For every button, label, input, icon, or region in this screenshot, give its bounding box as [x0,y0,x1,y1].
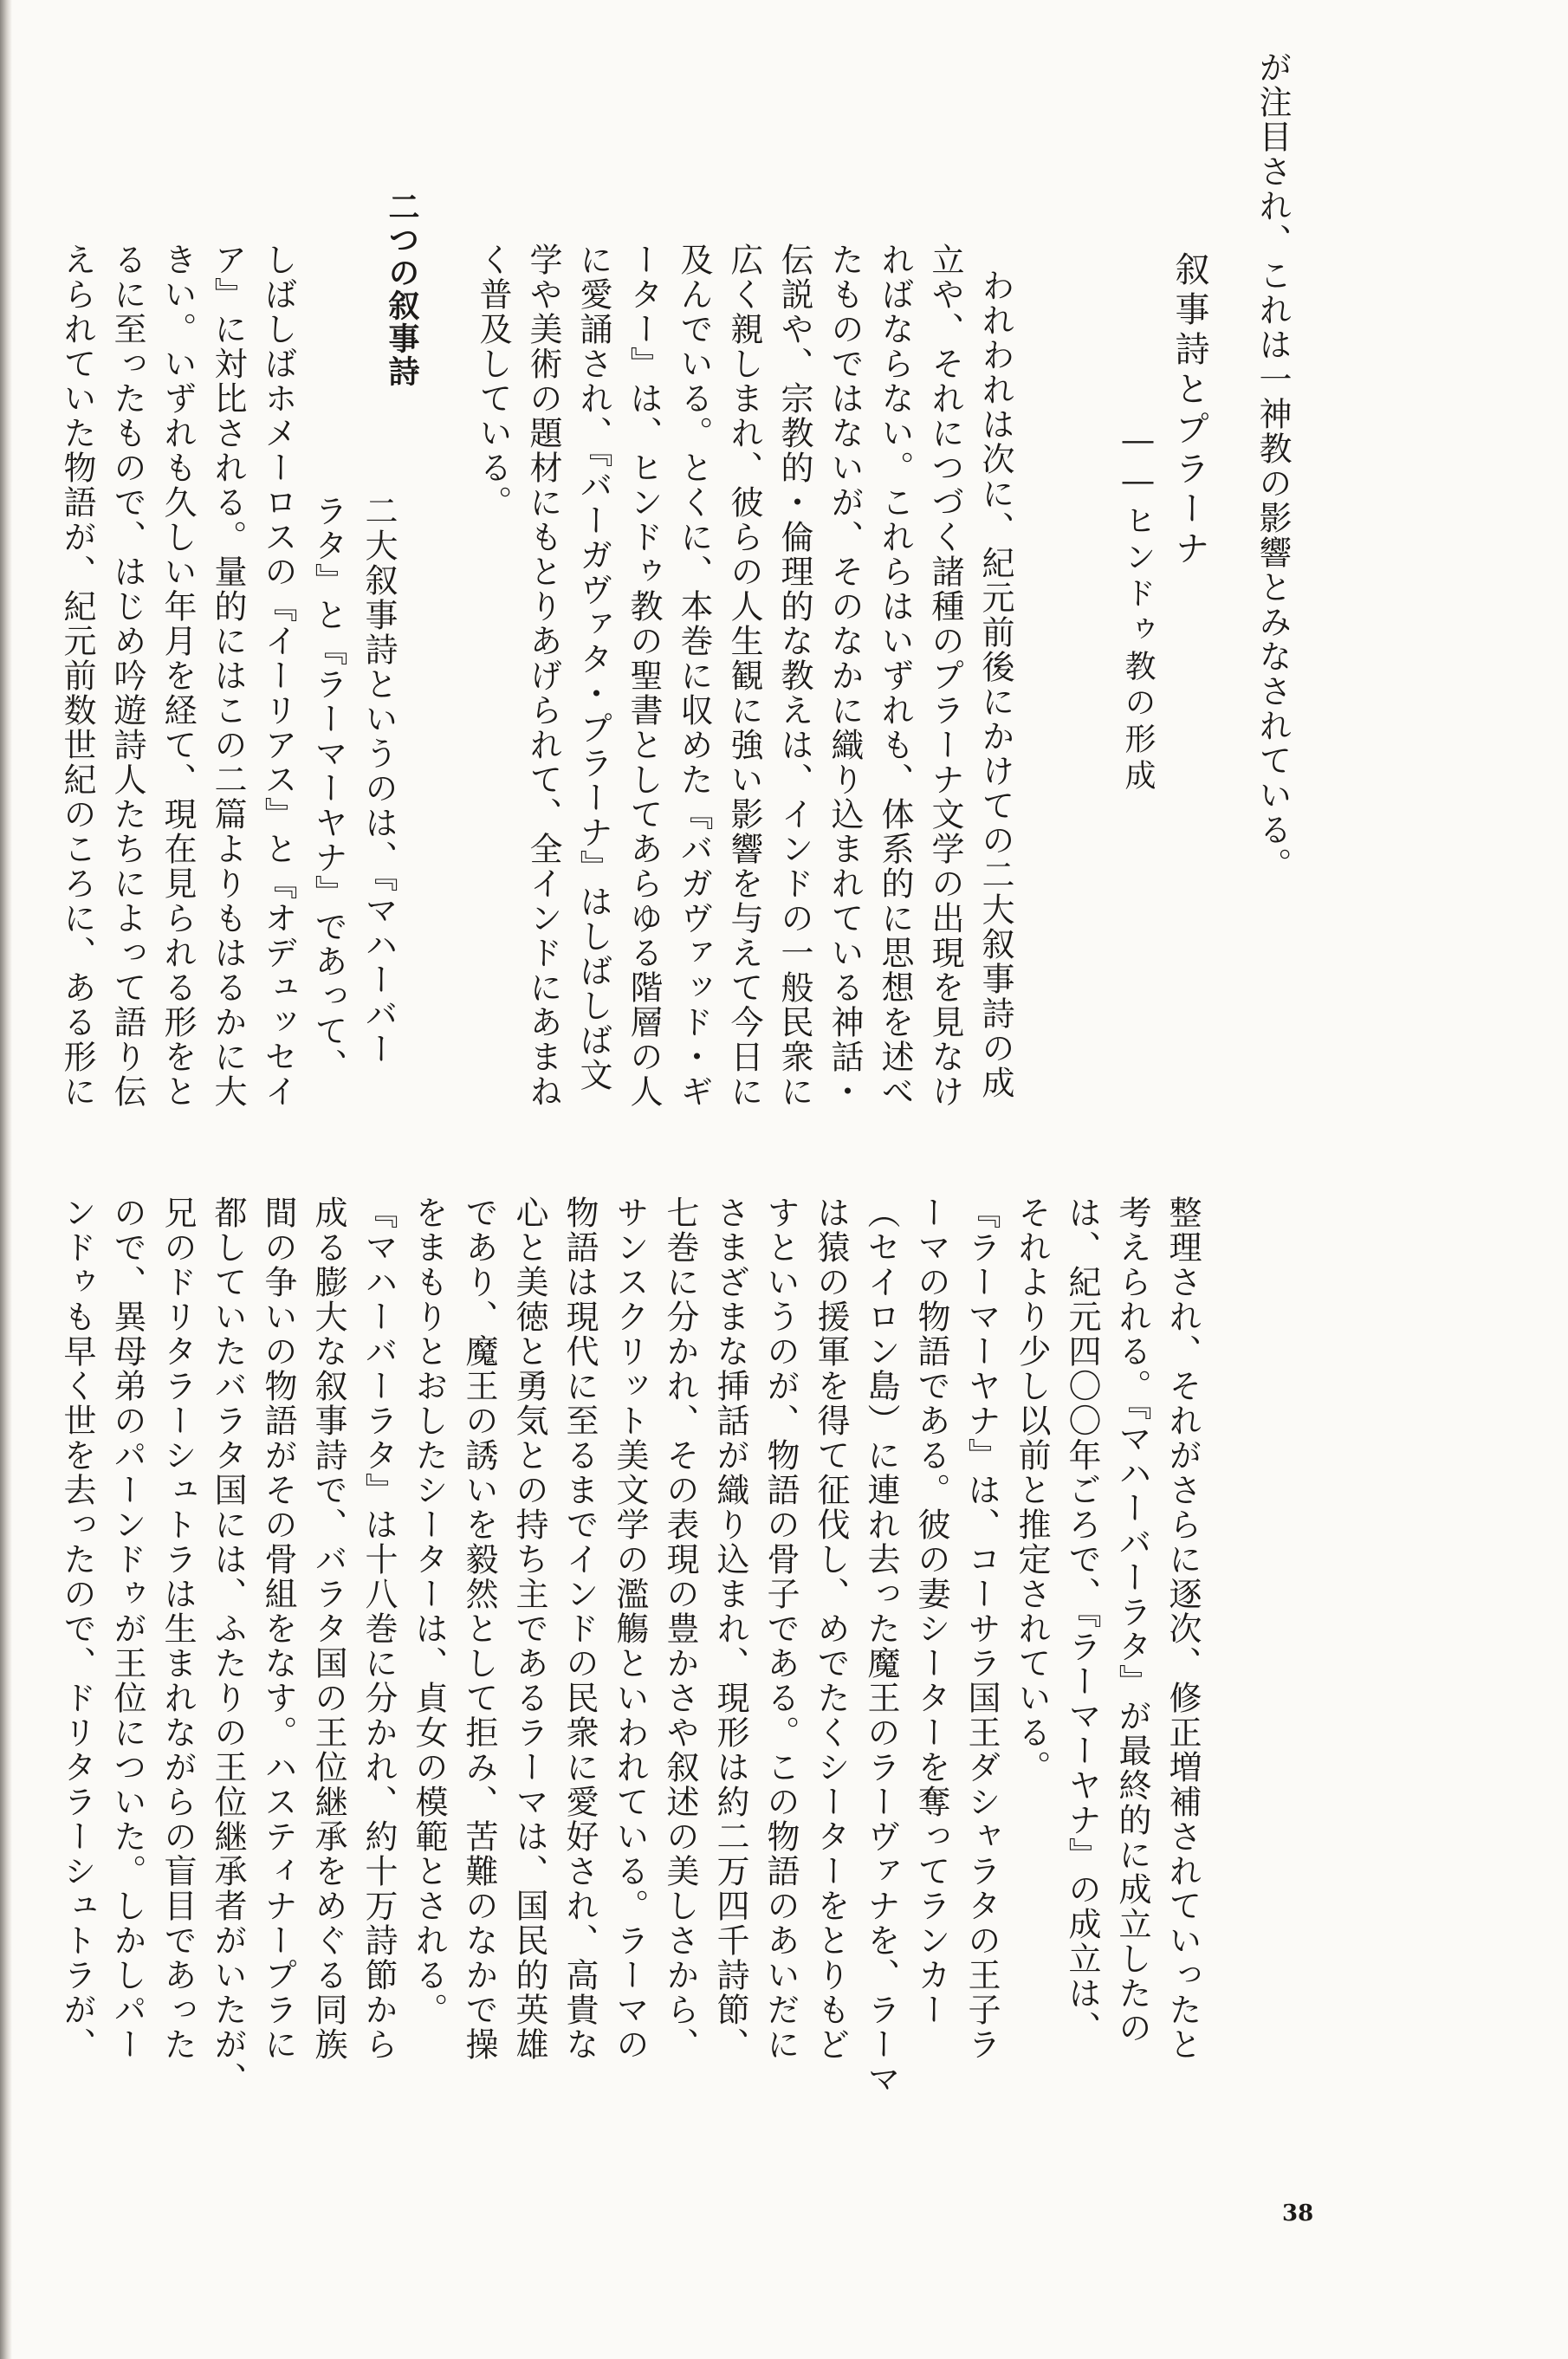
section-title: 叙事詩とプラーナ [1170,251,1209,570]
b-line: は猿の援軍を得て征伐し、めでたくシーターをとりもど [812,1196,850,2062]
b-line: 間の争いの物語がその骨組をなす。ハスティナープラに [259,1196,297,2062]
b-line: 『マハーバーラタ』は十八巻に分かれ、約十万詩節から [360,1196,398,2062]
p1-line: く普及している。 [474,243,512,520]
p2-line: えられていた物語が、紀元前数世紀のころに、ある形に [58,243,96,1109]
p1-line: ればならない。これらはいずれも、体系的に思想を述べ [876,243,914,1109]
p1-line: 広く親しまれ、彼らの人生観に強い影響を与えて今日に [725,243,763,1109]
b-line: サンスクリット美文学の濫觴といわれている。ラーマの [611,1196,649,2062]
lead-sentence: が注目され、これは一神教の影響とみなされている。 [1254,50,1292,882]
b-line: 成る膨大な叙事詩で、バラタ国の王位継承をめぐる同族 [309,1196,347,2062]
b-line: 考えられる。『マハーバーラタ』が最終的に成立したの [1113,1196,1151,2045]
b-line: 七巻に分かれ、その表現の豊かさや叙述の美しさから、 [661,1196,699,2062]
section-subtitle: ――ヒンドゥ教の形成 [1120,423,1156,795]
paragraph-1 [468,243,1020,1152]
top-lead-column [1247,50,1298,1150]
p1-line: に愛誦され、『バーガヴァタ・プラーナ』はしばしば文 [574,243,612,1092]
b-line: であり、魔王の誘いを毅然として拒み、苦難のなかで操 [460,1196,498,2062]
b-line: 心と美徳と勇気との持ち主であるラーマは、国民的英雄 [510,1196,548,2062]
paragraph-2 [52,243,404,1152]
p1-line: 立や、それにつづく諸種のプラーナ文学の出現を見なけ [926,243,964,1109]
b-line: 都していたバラタ国には、ふたりの王位継承者がいたが、 [209,1196,247,2097]
p2-line: 二大叙事詩というのは、『マハーバー [360,494,398,1066]
b-line: 整理され、それがさらに逐次、修正増補されていったと [1163,1196,1202,2062]
p1-line: われわれは次に、紀元前後にかけての二大叙事詩の成 [976,269,1014,1100]
p1-line: 及んでいる。とくに、本巻に収めた『バガヴァッド・ギ [675,243,713,1109]
b-line: ので、異母弟のパーンドゥが王位についた。しかしパー [108,1196,146,2062]
page-number: 38 [1282,2200,1314,2226]
b-line: すというのが、物語の骨子である。この物語のあいだに [761,1196,800,2062]
p1-line: 学や美術の題材にもとりあげられて、全インドにあまね [524,243,562,1109]
p1-line: ーター』は、ヒンドゥ教の聖書としてあらゆる階層の人 [625,243,663,1109]
bottom-text-block [52,1196,1208,2174]
b-line: 兄のドリタラーシュトラは生まれながらの盲目であった [159,1196,197,2062]
b-line: 『ラーマーヤナ』は、コーサラ国王ダシャラタの王子ラ [962,1196,1001,2062]
p2-line: るに至ったもので、はじめ吟遊詩人たちによって語り伝 [108,243,146,1109]
b-line: さまざまな挿話が織り込まれ、現形は約二万四千詩節、 [711,1196,749,2062]
b-line: それより少し以前と推定されている。 [1013,1196,1051,1785]
b-line: は、紀元四〇〇年ごろで、『ラーマーヤナ』の成立は、 [1063,1196,1101,2045]
p1-line: 伝説や、宗教的・倫理的な教えは、インドの一般民衆に [775,243,813,1109]
b-line: ンドゥも早く世を去ったので、ドリタラーシュトラが、 [58,1196,96,2062]
p2-line: きい。いずれも久しい年月を経て、現在見られる形をと [159,243,197,1109]
p2-line: しばしばホメーロスの『イーリアス』と『オデュッセイ [259,243,297,1109]
p2-line: ア』に対比される。量的にはこの二篇よりもはるかに大 [209,243,247,1109]
scan-edge-shadow [0,0,12,2359]
b-line: ーマの物語である。彼の妻シーターを奪ってランカー [912,1196,950,2027]
b-line: をまもりとおしたシーターは、貞女の模範とされる。 [410,1196,448,2027]
subsection-title: 二つの叙事詩 [384,191,419,388]
b-line: 物語は現代に至るまでインドの民衆に愛好され、高貴な [560,1196,599,2062]
p1-line: たものではないが、そのなかに織り込まれている神話・ [826,243,864,1109]
p2-line: ラタ』と『ラーマーヤナ』であって、 [309,494,347,1083]
b-line: （セイロン島）に連れ去った魔王のラーヴァナを、ラーマ [862,1196,900,2097]
